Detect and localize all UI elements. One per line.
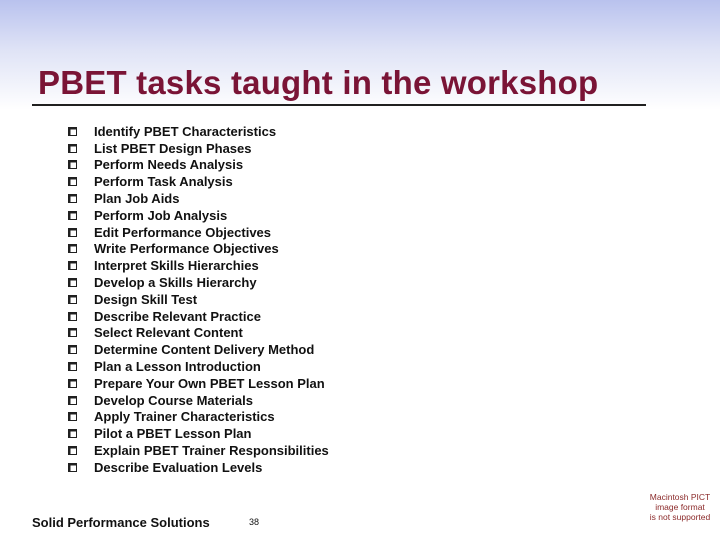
task-item [68,325,329,342]
task-label: Determine Content Delivery Method [94,342,315,358]
task-label: Write Performance Objectives [94,241,279,257]
checkbox-bullet-icon [68,446,77,455]
task-label: Design Skill Test [94,291,198,307]
checkbox-bullet-icon [68,396,77,405]
checkbox-bullet-icon [68,429,77,438]
task-label: Perform Needs Analysis [94,157,244,173]
task-item [68,459,329,476]
task-item [68,224,329,241]
checkbox-bullet-icon [68,211,77,220]
checkbox-bullet-icon [68,412,77,421]
task-label: Perform Task Analysis [94,174,233,190]
task-item [68,392,329,409]
page-number: 38 [249,517,260,527]
task-item [68,140,329,157]
footer-organization: Solid Performance Solutions [32,515,210,530]
placeholder-line: image format [655,502,705,512]
task-label: Edit Performance Objectives [94,224,272,240]
task-label: Prepare Your Own PBET Lesson Plan [94,375,325,391]
checkbox-bullet-icon [68,379,77,388]
task-item [68,358,329,375]
task-item [68,157,329,174]
slide-title: PBET tasks taught in the workshop [38,64,599,101]
task-label: Identify PBET Characteristics [94,123,277,139]
checkbox-bullet-icon [68,362,77,371]
task-item [68,190,329,207]
task-item [68,291,329,308]
checkbox-bullet-icon [68,244,77,253]
task-item [68,274,329,291]
task-label: List PBET Design Phases [94,140,252,156]
task-item [68,173,329,190]
task-label: Plan Job Aids [94,191,180,207]
checkbox-bullet-icon [68,345,77,354]
checkbox-bullet-icon [68,463,77,472]
task-label: Select Relevant Content [94,325,243,341]
task-item [68,341,329,358]
task-item [68,425,329,442]
checkbox-bullet-icon [68,228,77,237]
task-label: Apply Trainer Characteristics [94,409,275,425]
task-item [68,257,329,274]
task-label: Develop Course Materials [94,392,253,408]
task-list [68,123,329,476]
task-item [68,409,329,426]
task-label: Describe Relevant Practice [94,308,261,324]
task-item [68,207,329,224]
checkbox-bullet-icon [68,278,77,287]
task-label: Perform Job Analysis [94,207,228,223]
task-item [68,375,329,392]
task-item [68,241,329,258]
task-label: Pilot a PBET Lesson Plan [94,426,252,442]
task-label: Interpret Skills Hierarchies [94,258,259,274]
task-item [68,308,329,325]
task-label: Explain PBET Trainer Responsibilities [94,443,329,459]
title-underline [32,104,646,106]
checkbox-bullet-icon [68,312,77,321]
checkbox-bullet-icon [68,144,77,153]
task-item [68,123,329,140]
checkbox-bullet-icon [68,328,77,337]
checkbox-bullet-icon [68,194,77,203]
task-item [68,442,329,459]
task-label: Plan a Lesson Introduction [94,359,261,375]
unsupported-image-placeholder [648,491,712,523]
checkbox-bullet-icon [68,177,77,186]
placeholder-line: is not supported [649,512,711,522]
task-label: Describe Evaluation Levels [94,459,263,475]
checkbox-bullet-icon [68,261,77,270]
placeholder-line: Macintosh PICT [649,492,711,502]
checkbox-bullet-icon [68,160,77,169]
checkbox-bullet-icon [68,295,77,304]
task-label: Develop a Skills Hierarchy [94,275,257,291]
checkbox-bullet-icon [68,127,77,136]
